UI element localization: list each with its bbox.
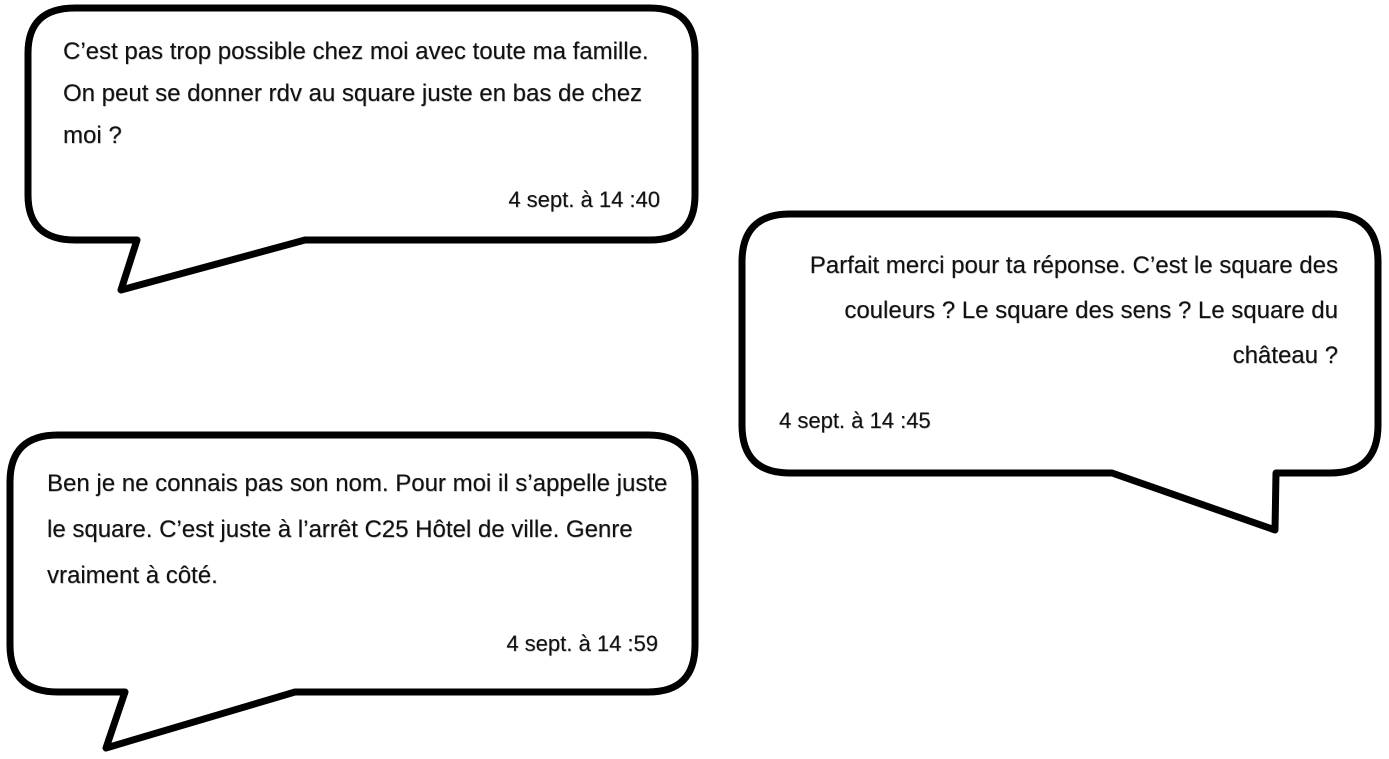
message-text: Parfait merci pour ta réponse. C’est le square des couleurs ? Le square des sens ? Le square du château ? <box>809 252 1338 369</box>
message-text: C’est pas trop possible chez moi avec toute ma famille. On peut se donner rdv au square juste en bas de chez moi ? <box>63 38 649 149</box>
message-text: Ben je ne connais pas son nom. Pour moi il s’appelle juste le square. C’est juste à l’arrêt C25 Hôtel de ville. Genre vraiment à côté. <box>47 470 668 589</box>
message-timestamp: 4 sept. à 14 :45 <box>779 408 931 433</box>
message-timestamp: 4 sept. à 14 :40 <box>508 187 660 212</box>
message-timestamp: 4 sept. à 14 :59 <box>506 631 658 656</box>
